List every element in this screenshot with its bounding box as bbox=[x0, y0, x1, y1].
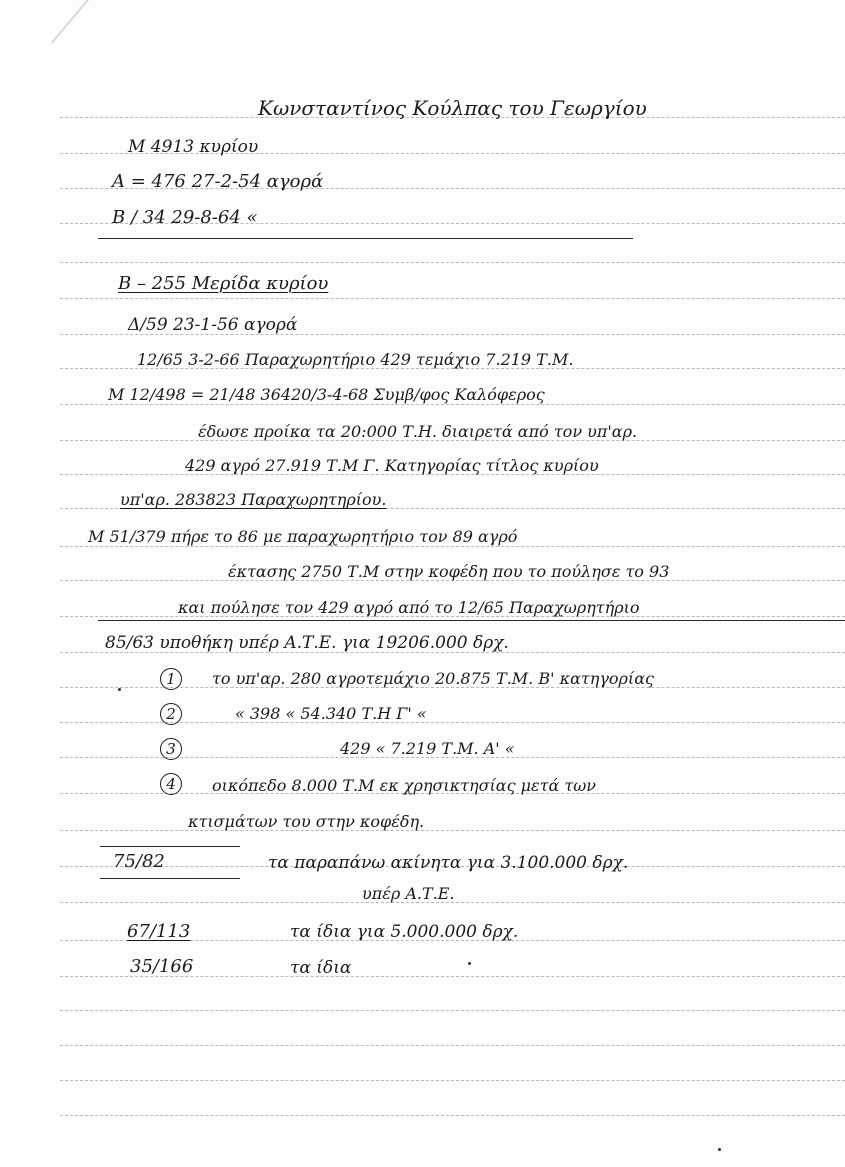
section-m-divider bbox=[98, 238, 633, 239]
ruled-line bbox=[60, 830, 845, 831]
ruled-line bbox=[60, 1080, 845, 1081]
mortgage-item-4: οικόπεδο 8.000 Τ.Μ εκ χρησικτησίας μετά των bbox=[212, 776, 596, 795]
entry-1-ref: 75/82 bbox=[113, 851, 165, 872]
item-number-2: 2 bbox=[160, 703, 182, 725]
ruled-line bbox=[60, 262, 845, 263]
section-b-line-3: Μ 12/498 = 21/48 36420/3-4-68 Συμβ/φος Καλόφερος bbox=[108, 385, 545, 404]
entry-2-text: τα ίδια για 5.000.000 δρχ. bbox=[290, 922, 519, 942]
corner-fold-mark bbox=[51, 0, 91, 44]
entry-2-ref: 67/113 bbox=[127, 921, 191, 942]
section-m-line-1: Α = 476 27-2-54 αγορά bbox=[112, 171, 324, 192]
section-b-line-4: έδωσε προίκα τα 20:000 Τ.Η. διαιρετά από τον υπ'αρ. bbox=[198, 422, 638, 441]
mortgage-item-4-continued: κτισμάτων του στην κοφέδη. bbox=[188, 812, 425, 831]
ink-dot bbox=[118, 688, 121, 691]
entry-1-divider bbox=[100, 846, 240, 847]
section-b-line-9: και πούλησε τον 429 αγρό από το 12/65 Παραχωρητήριο bbox=[178, 598, 640, 617]
mortgage-item-2: « 398 « 54.340 Τ.Η Γ' « bbox=[235, 704, 427, 723]
ink-dot bbox=[468, 962, 471, 965]
ink-dot bbox=[718, 1148, 721, 1151]
item-number-4: 4 bbox=[160, 773, 182, 795]
ruled-line bbox=[60, 1115, 845, 1116]
entry-1-text: τα παραπάνω ακίνητα για 3.100.000 δρχ. bbox=[268, 853, 629, 873]
entry-3-text: τα ίδια bbox=[290, 958, 352, 978]
section-b-line-5: 429 αγρό 27.919 Τ.Μ Γ. Κατηγορίας τίτλος κυρίου bbox=[185, 456, 599, 475]
entry-1-bottom-line bbox=[100, 878, 240, 879]
item-number-3: 3 bbox=[160, 738, 182, 760]
page-title: Κωνσταντίνος Κούλπας του Γεωργίου bbox=[258, 96, 647, 120]
section-b-line-2: 12/65 3-2-66 Παραχωρητήριο 429 τεμάχιο 7.219 Τ.Μ. bbox=[137, 350, 574, 369]
section-b-line-6: υπ'αρ. 283823 Παραχωρητηρίου. bbox=[120, 490, 387, 509]
entry-1-continued: υπέρ Α.Τ.Ε. bbox=[362, 884, 455, 903]
mortgage-item-3: 429 « 7.219 Τ.Μ. Α' « bbox=[340, 739, 515, 758]
ruled-line bbox=[60, 298, 845, 299]
mortgage-header: 85/63 υποθήκη υπέρ Α.Τ.Ε. για 19206.000 δρχ. bbox=[105, 633, 509, 653]
section-b-divider bbox=[98, 620, 845, 621]
mortgage-item-1: το υπ'αρ. 280 αγροτεμάχιο 20.875 Τ.Μ. Β' κατηγορίας bbox=[212, 669, 654, 688]
section-b-line-1: Δ/59 23-1-56 αγορά bbox=[128, 315, 298, 335]
ruled-line bbox=[60, 1010, 845, 1011]
entry-3-ref: 35/166 bbox=[130, 956, 194, 977]
section-m-header: Μ 4913 κυρίου bbox=[128, 137, 259, 157]
item-number-1: 1 bbox=[160, 668, 182, 690]
ruled-line bbox=[60, 1045, 845, 1046]
section-b-header: Β – 255 Μερίδα κυρίου bbox=[118, 273, 329, 294]
section-b-line-7: Μ 51/379 πήρε το 86 με παραχωρητήριο τον 89 αγρό bbox=[88, 527, 518, 546]
section-b-line-8: έκτασης 2750 Τ.Μ στην κοφέδη που το πούλησε το 93 bbox=[228, 562, 670, 581]
section-m-line-2: Β / 34 29-8-64 « bbox=[112, 207, 258, 228]
